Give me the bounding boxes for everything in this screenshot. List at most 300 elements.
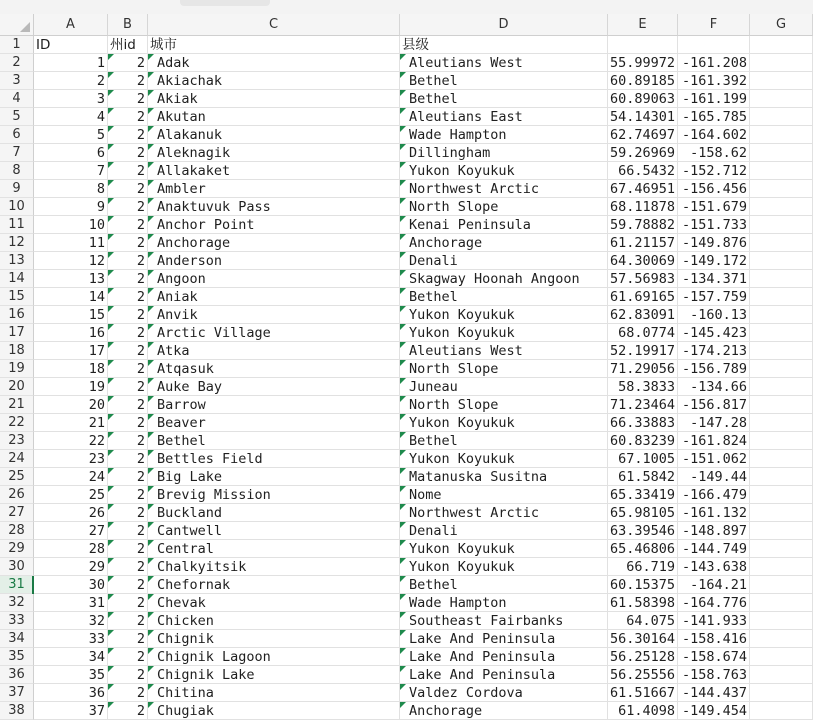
row-header-33[interactable]: 33 — [0, 612, 34, 630]
cell-f31[interactable]: -164.21 — [678, 576, 750, 594]
cell-g6[interactable] — [750, 126, 813, 144]
cell-a1[interactable]: ID — [34, 36, 108, 54]
cell-d32[interactable]: Wade Hampton — [400, 594, 608, 612]
cell-f26[interactable]: -166.479 — [678, 486, 750, 504]
cell-b26[interactable]: 2 — [108, 486, 148, 504]
cell-f6[interactable]: -164.602 — [678, 126, 750, 144]
cell-f24[interactable]: -151.062 — [678, 450, 750, 468]
cell-d17[interactable]: Yukon Koyukuk — [400, 324, 608, 342]
cell-e16[interactable]: 62.83091 — [608, 306, 678, 324]
cell-g5[interactable] — [750, 108, 813, 126]
row-header-19[interactable]: 19 — [0, 360, 34, 378]
cell-g9[interactable] — [750, 180, 813, 198]
cell-b35[interactable]: 2 — [108, 648, 148, 666]
cell-g26[interactable] — [750, 486, 813, 504]
cell-b9[interactable]: 2 — [108, 180, 148, 198]
cell-e38[interactable]: 61.4098 — [608, 702, 678, 720]
cell-c27[interactable]: Buckland — [148, 504, 400, 522]
cell-g20[interactable] — [750, 378, 813, 396]
cell-b17[interactable]: 2 — [108, 324, 148, 342]
cell-g7[interactable] — [750, 144, 813, 162]
cell-f14[interactable]: -134.371 — [678, 270, 750, 288]
cell-e20[interactable]: 58.3833 — [608, 378, 678, 396]
cell-d25[interactable]: Matanuska Susitna — [400, 468, 608, 486]
cell-c1[interactable]: 城市 — [148, 36, 400, 54]
cell-g28[interactable] — [750, 522, 813, 540]
column-header-e[interactable]: E — [608, 14, 678, 36]
cell-g31[interactable] — [750, 576, 813, 594]
cell-c28[interactable]: Cantwell — [148, 522, 400, 540]
cell-a28[interactable]: 27 — [34, 522, 108, 540]
row-header-10[interactable]: 10 — [0, 198, 34, 216]
cell-e35[interactable]: 56.25128 — [608, 648, 678, 666]
row-header-31[interactable]: 31 — [0, 576, 34, 594]
cell-g18[interactable] — [750, 342, 813, 360]
cell-c3[interactable]: Akiachak — [148, 72, 400, 90]
cell-f12[interactable]: -149.876 — [678, 234, 750, 252]
cell-a20[interactable]: 19 — [34, 378, 108, 396]
cell-c11[interactable]: Anchor Point — [148, 216, 400, 234]
cell-g17[interactable] — [750, 324, 813, 342]
cell-a15[interactable]: 14 — [34, 288, 108, 306]
row-header-25[interactable]: 25 — [0, 468, 34, 486]
cell-a19[interactable]: 18 — [34, 360, 108, 378]
cell-c37[interactable]: Chitina — [148, 684, 400, 702]
cell-a11[interactable]: 10 — [34, 216, 108, 234]
cell-f28[interactable]: -148.897 — [678, 522, 750, 540]
cell-e1[interactable] — [608, 36, 678, 54]
cell-e10[interactable]: 68.11878 — [608, 198, 678, 216]
cell-g30[interactable] — [750, 558, 813, 576]
cell-g12[interactable] — [750, 234, 813, 252]
cell-f1[interactable] — [678, 36, 750, 54]
cell-e37[interactable]: 61.51667 — [608, 684, 678, 702]
cell-c23[interactable]: Bethel — [148, 432, 400, 450]
cell-c16[interactable]: Anvik — [148, 306, 400, 324]
cell-b33[interactable]: 2 — [108, 612, 148, 630]
cell-d24[interactable]: Yukon Koyukuk — [400, 450, 608, 468]
cell-a36[interactable]: 35 — [34, 666, 108, 684]
cell-g38[interactable] — [750, 702, 813, 720]
cell-d11[interactable]: Kenai Peninsula — [400, 216, 608, 234]
cell-g37[interactable] — [750, 684, 813, 702]
cell-f29[interactable]: -144.749 — [678, 540, 750, 558]
cell-e11[interactable]: 59.78882 — [608, 216, 678, 234]
cell-d15[interactable]: Bethel — [400, 288, 608, 306]
cell-b13[interactable]: 2 — [108, 252, 148, 270]
cell-e32[interactable]: 61.58398 — [608, 594, 678, 612]
cell-e14[interactable]: 57.56983 — [608, 270, 678, 288]
row-header-1[interactable]: 1 — [0, 36, 34, 54]
cell-c33[interactable]: Chicken — [148, 612, 400, 630]
cell-b25[interactable]: 2 — [108, 468, 148, 486]
cell-e29[interactable]: 65.46806 — [608, 540, 678, 558]
column-header-c[interactable]: C — [148, 14, 400, 36]
column-header-g[interactable]: G — [750, 14, 813, 36]
cell-d37[interactable]: Valdez Cordova — [400, 684, 608, 702]
cell-c13[interactable]: Anderson — [148, 252, 400, 270]
cell-d23[interactable]: Bethel — [400, 432, 608, 450]
row-header-34[interactable]: 34 — [0, 630, 34, 648]
row-header-17[interactable]: 17 — [0, 324, 34, 342]
cell-d29[interactable]: Yukon Koyukuk — [400, 540, 608, 558]
cell-a22[interactable]: 21 — [34, 414, 108, 432]
cell-c2[interactable]: Adak — [148, 54, 400, 72]
cell-e13[interactable]: 64.30069 — [608, 252, 678, 270]
cell-g16[interactable] — [750, 306, 813, 324]
cell-f16[interactable]: -160.13 — [678, 306, 750, 324]
cell-f17[interactable]: -145.423 — [678, 324, 750, 342]
cell-d2[interactable]: Aleutians West — [400, 54, 608, 72]
cell-a7[interactable]: 6 — [34, 144, 108, 162]
cell-b4[interactable]: 2 — [108, 90, 148, 108]
cell-e2[interactable]: 55.99972 — [608, 54, 678, 72]
cell-d10[interactable]: North Slope — [400, 198, 608, 216]
row-header-26[interactable]: 26 — [0, 486, 34, 504]
cell-f32[interactable]: -164.776 — [678, 594, 750, 612]
cell-f22[interactable]: -147.28 — [678, 414, 750, 432]
row-header-6[interactable]: 6 — [0, 126, 34, 144]
cell-b1[interactable]: 州id — [108, 36, 148, 54]
cell-c10[interactable]: Anaktuvuk Pass — [148, 198, 400, 216]
cell-a17[interactable]: 16 — [34, 324, 108, 342]
cell-b14[interactable]: 2 — [108, 270, 148, 288]
select-all-corner[interactable] — [0, 14, 34, 36]
cell-a37[interactable]: 36 — [34, 684, 108, 702]
cell-d5[interactable]: Aleutians East — [400, 108, 608, 126]
cell-f37[interactable]: -144.437 — [678, 684, 750, 702]
cell-f27[interactable]: -161.132 — [678, 504, 750, 522]
cell-d4[interactable]: Bethel — [400, 90, 608, 108]
cell-a32[interactable]: 31 — [34, 594, 108, 612]
cell-d18[interactable]: Aleutians West — [400, 342, 608, 360]
row-header-29[interactable]: 29 — [0, 540, 34, 558]
row-header-7[interactable]: 7 — [0, 144, 34, 162]
cell-e5[interactable]: 54.14301 — [608, 108, 678, 126]
cell-a5[interactable]: 4 — [34, 108, 108, 126]
cell-b7[interactable]: 2 — [108, 144, 148, 162]
cell-g1[interactable] — [750, 36, 813, 54]
row-header-3[interactable]: 3 — [0, 72, 34, 90]
cell-a38[interactable]: 37 — [34, 702, 108, 720]
cell-a12[interactable]: 11 — [34, 234, 108, 252]
cell-e7[interactable]: 59.26969 — [608, 144, 678, 162]
row-header-13[interactable]: 13 — [0, 252, 34, 270]
spreadsheet-grid[interactable] — [34, 36, 813, 723]
cell-c9[interactable]: Ambler — [148, 180, 400, 198]
cell-c6[interactable]: Alakanuk — [148, 126, 400, 144]
cell-b15[interactable]: 2 — [108, 288, 148, 306]
cell-d19[interactable]: North Slope — [400, 360, 608, 378]
cell-f4[interactable]: -161.199 — [678, 90, 750, 108]
cell-g4[interactable] — [750, 90, 813, 108]
column-header-b[interactable]: B — [108, 14, 148, 36]
cell-b30[interactable]: 2 — [108, 558, 148, 576]
row-header-23[interactable]: 23 — [0, 432, 34, 450]
column-header-d[interactable]: D — [400, 14, 608, 36]
cell-f8[interactable]: -152.712 — [678, 162, 750, 180]
cell-c12[interactable]: Anchorage — [148, 234, 400, 252]
row-header-15[interactable]: 15 — [0, 288, 34, 306]
cell-g35[interactable] — [750, 648, 813, 666]
row-header-14[interactable]: 14 — [0, 270, 34, 288]
row-header-32[interactable]: 32 — [0, 594, 34, 612]
cell-c20[interactable]: Auke Bay — [148, 378, 400, 396]
cell-f23[interactable]: -161.824 — [678, 432, 750, 450]
cell-b12[interactable]: 2 — [108, 234, 148, 252]
column-header-a[interactable]: A — [34, 14, 108, 36]
row-header-9[interactable]: 9 — [0, 180, 34, 198]
cell-a30[interactable]: 29 — [34, 558, 108, 576]
row-header-21[interactable]: 21 — [0, 396, 34, 414]
cell-f30[interactable]: -143.638 — [678, 558, 750, 576]
cell-f19[interactable]: -156.789 — [678, 360, 750, 378]
row-header-2[interactable]: 2 — [0, 54, 34, 72]
cell-b32[interactable]: 2 — [108, 594, 148, 612]
row-header-20[interactable]: 20 — [0, 378, 34, 396]
cell-c22[interactable]: Beaver — [148, 414, 400, 432]
cell-g8[interactable] — [750, 162, 813, 180]
cell-g32[interactable] — [750, 594, 813, 612]
row-header-36[interactable]: 36 — [0, 666, 34, 684]
cell-b31[interactable]: 2 — [108, 576, 148, 594]
cell-f18[interactable]: -174.213 — [678, 342, 750, 360]
row-header-35[interactable]: 35 — [0, 648, 34, 666]
cell-c15[interactable]: Aniak — [148, 288, 400, 306]
cell-d13[interactable]: Denali — [400, 252, 608, 270]
row-header-4[interactable]: 4 — [0, 90, 34, 108]
cell-f36[interactable]: -158.763 — [678, 666, 750, 684]
row-header-27[interactable]: 27 — [0, 504, 34, 522]
cell-b19[interactable]: 2 — [108, 360, 148, 378]
cell-d20[interactable]: Juneau — [400, 378, 608, 396]
cell-e19[interactable]: 71.29056 — [608, 360, 678, 378]
cell-e9[interactable]: 67.46951 — [608, 180, 678, 198]
cell-d31[interactable]: Bethel — [400, 576, 608, 594]
cell-f15[interactable]: -157.759 — [678, 288, 750, 306]
cell-a35[interactable]: 34 — [34, 648, 108, 666]
cell-d9[interactable]: Northwest Arctic — [400, 180, 608, 198]
cell-c7[interactable]: Aleknagik — [148, 144, 400, 162]
row-header-8[interactable]: 8 — [0, 162, 34, 180]
row-header-30[interactable]: 30 — [0, 558, 34, 576]
cell-d33[interactable]: Southeast Fairbanks — [400, 612, 608, 630]
cell-d3[interactable]: Bethel — [400, 72, 608, 90]
cell-g21[interactable] — [750, 396, 813, 414]
cell-a31[interactable]: 30 — [34, 576, 108, 594]
cell-d36[interactable]: Lake And Peninsula — [400, 666, 608, 684]
cell-e26[interactable]: 65.33419 — [608, 486, 678, 504]
cell-c35[interactable]: Chignik Lagoon — [148, 648, 400, 666]
cell-f10[interactable]: -151.679 — [678, 198, 750, 216]
cell-e25[interactable]: 61.5842 — [608, 468, 678, 486]
cell-b34[interactable]: 2 — [108, 630, 148, 648]
cell-f34[interactable]: -158.416 — [678, 630, 750, 648]
cell-f3[interactable]: -161.392 — [678, 72, 750, 90]
cell-a24[interactable]: 23 — [34, 450, 108, 468]
cell-d8[interactable]: Yukon Koyukuk — [400, 162, 608, 180]
cell-g19[interactable] — [750, 360, 813, 378]
cell-e34[interactable]: 56.30164 — [608, 630, 678, 648]
cell-c36[interactable]: Chignik Lake — [148, 666, 400, 684]
cell-d21[interactable]: North Slope — [400, 396, 608, 414]
row-header-28[interactable]: 28 — [0, 522, 34, 540]
cell-a4[interactable]: 3 — [34, 90, 108, 108]
cell-f38[interactable]: -149.454 — [678, 702, 750, 720]
cell-c38[interactable]: Chugiak — [148, 702, 400, 720]
cell-f13[interactable]: -149.172 — [678, 252, 750, 270]
cell-d16[interactable]: Yukon Koyukuk — [400, 306, 608, 324]
cell-d12[interactable]: Anchorage — [400, 234, 608, 252]
cell-e33[interactable]: 64.075 — [608, 612, 678, 630]
cell-a14[interactable]: 13 — [34, 270, 108, 288]
cell-a18[interactable]: 17 — [34, 342, 108, 360]
cell-e27[interactable]: 65.98105 — [608, 504, 678, 522]
cell-e21[interactable]: 71.23464 — [608, 396, 678, 414]
sheet-tab-edge[interactable] — [180, 0, 270, 6]
column-header-f[interactable]: F — [678, 14, 750, 36]
cell-a3[interactable]: 2 — [34, 72, 108, 90]
cell-a9[interactable]: 8 — [34, 180, 108, 198]
cell-g27[interactable] — [750, 504, 813, 522]
cell-a26[interactable]: 25 — [34, 486, 108, 504]
cell-g24[interactable] — [750, 450, 813, 468]
cell-b8[interactable]: 2 — [108, 162, 148, 180]
cell-f33[interactable]: -141.933 — [678, 612, 750, 630]
cell-a21[interactable]: 20 — [34, 396, 108, 414]
cell-g22[interactable] — [750, 414, 813, 432]
cell-c17[interactable]: Arctic Village — [148, 324, 400, 342]
cell-a6[interactable]: 5 — [34, 126, 108, 144]
cell-d28[interactable]: Denali — [400, 522, 608, 540]
cell-e8[interactable]: 66.5432 — [608, 162, 678, 180]
cell-f35[interactable]: -158.674 — [678, 648, 750, 666]
cell-d34[interactable]: Lake And Peninsula — [400, 630, 608, 648]
cell-d38[interactable]: Anchorage — [400, 702, 608, 720]
cell-e15[interactable]: 61.69165 — [608, 288, 678, 306]
cell-c34[interactable]: Chignik — [148, 630, 400, 648]
cell-b2[interactable]: 2 — [108, 54, 148, 72]
cell-d35[interactable]: Lake And Peninsula — [400, 648, 608, 666]
cell-d26[interactable]: Nome — [400, 486, 608, 504]
cell-a10[interactable]: 9 — [34, 198, 108, 216]
cell-c32[interactable]: Chevak — [148, 594, 400, 612]
cell-a23[interactable]: 22 — [34, 432, 108, 450]
cell-b6[interactable]: 2 — [108, 126, 148, 144]
cell-d30[interactable]: Yukon Koyukuk — [400, 558, 608, 576]
cell-g25[interactable] — [750, 468, 813, 486]
cell-b10[interactable]: 2 — [108, 198, 148, 216]
row-header-11[interactable]: 11 — [0, 216, 34, 234]
cell-c30[interactable]: Chalkyitsik — [148, 558, 400, 576]
cell-e30[interactable]: 66.719 — [608, 558, 678, 576]
cell-e12[interactable]: 61.21157 — [608, 234, 678, 252]
cell-f9[interactable]: -156.456 — [678, 180, 750, 198]
cell-f2[interactable]: -161.208 — [678, 54, 750, 72]
cell-b22[interactable]: 2 — [108, 414, 148, 432]
cell-a8[interactable]: 7 — [34, 162, 108, 180]
cell-e22[interactable]: 66.33883 — [608, 414, 678, 432]
cell-c21[interactable]: Barrow — [148, 396, 400, 414]
cell-c5[interactable]: Akutan — [148, 108, 400, 126]
cell-d6[interactable]: Wade Hampton — [400, 126, 608, 144]
cell-f11[interactable]: -151.733 — [678, 216, 750, 234]
cell-c26[interactable]: Brevig Mission — [148, 486, 400, 504]
cell-a13[interactable]: 12 — [34, 252, 108, 270]
cell-e28[interactable]: 63.39546 — [608, 522, 678, 540]
cell-c18[interactable]: Atka — [148, 342, 400, 360]
cell-g36[interactable] — [750, 666, 813, 684]
cell-g29[interactable] — [750, 540, 813, 558]
cell-c8[interactable]: Allakaket — [148, 162, 400, 180]
cell-g33[interactable] — [750, 612, 813, 630]
cell-b20[interactable]: 2 — [108, 378, 148, 396]
cell-f7[interactable]: -158.62 — [678, 144, 750, 162]
cell-b11[interactable]: 2 — [108, 216, 148, 234]
row-header-38[interactable]: 38 — [0, 702, 34, 720]
cell-d14[interactable]: Skagway Hoonah Angoon — [400, 270, 608, 288]
cell-f25[interactable]: -149.44 — [678, 468, 750, 486]
cell-e23[interactable]: 60.83239 — [608, 432, 678, 450]
cell-b36[interactable]: 2 — [108, 666, 148, 684]
cell-f21[interactable]: -156.817 — [678, 396, 750, 414]
row-header-5[interactable]: 5 — [0, 108, 34, 126]
cell-b27[interactable]: 2 — [108, 504, 148, 522]
cell-f5[interactable]: -165.785 — [678, 108, 750, 126]
cell-d27[interactable]: Northwest Arctic — [400, 504, 608, 522]
cell-d7[interactable]: Dillingham — [400, 144, 608, 162]
cell-e4[interactable]: 60.89063 — [608, 90, 678, 108]
cell-g2[interactable] — [750, 54, 813, 72]
row-header-16[interactable]: 16 — [0, 306, 34, 324]
cell-e17[interactable]: 68.0774 — [608, 324, 678, 342]
cell-a25[interactable]: 24 — [34, 468, 108, 486]
cell-e6[interactable]: 62.74697 — [608, 126, 678, 144]
cell-c19[interactable]: Atqasuk — [148, 360, 400, 378]
cell-c4[interactable]: Akiak — [148, 90, 400, 108]
cell-a27[interactable]: 26 — [34, 504, 108, 522]
cell-g10[interactable] — [750, 198, 813, 216]
cell-b3[interactable]: 2 — [108, 72, 148, 90]
cell-c24[interactable]: Bettles Field — [148, 450, 400, 468]
cell-b38[interactable]: 2 — [108, 702, 148, 720]
cell-b29[interactable]: 2 — [108, 540, 148, 558]
cell-b23[interactable]: 2 — [108, 432, 148, 450]
cell-g14[interactable] — [750, 270, 813, 288]
cell-e3[interactable]: 60.89185 — [608, 72, 678, 90]
cell-a16[interactable]: 15 — [34, 306, 108, 324]
row-header-22[interactable]: 22 — [0, 414, 34, 432]
cell-g3[interactable] — [750, 72, 813, 90]
cell-e31[interactable]: 60.15375 — [608, 576, 678, 594]
cell-d22[interactable]: Yukon Koyukuk — [400, 414, 608, 432]
cell-g23[interactable] — [750, 432, 813, 450]
cell-b28[interactable]: 2 — [108, 522, 148, 540]
cell-a34[interactable]: 33 — [34, 630, 108, 648]
cell-a33[interactable]: 32 — [34, 612, 108, 630]
cell-a29[interactable]: 28 — [34, 540, 108, 558]
cell-b37[interactable]: 2 — [108, 684, 148, 702]
cell-e36[interactable]: 56.25556 — [608, 666, 678, 684]
cell-g15[interactable] — [750, 288, 813, 306]
cell-f20[interactable]: -134.66 — [678, 378, 750, 396]
row-header-24[interactable]: 24 — [0, 450, 34, 468]
row-header-12[interactable]: 12 — [0, 234, 34, 252]
cell-b5[interactable]: 2 — [108, 108, 148, 126]
cell-b24[interactable]: 2 — [108, 450, 148, 468]
cell-g13[interactable] — [750, 252, 813, 270]
cell-g11[interactable] — [750, 216, 813, 234]
